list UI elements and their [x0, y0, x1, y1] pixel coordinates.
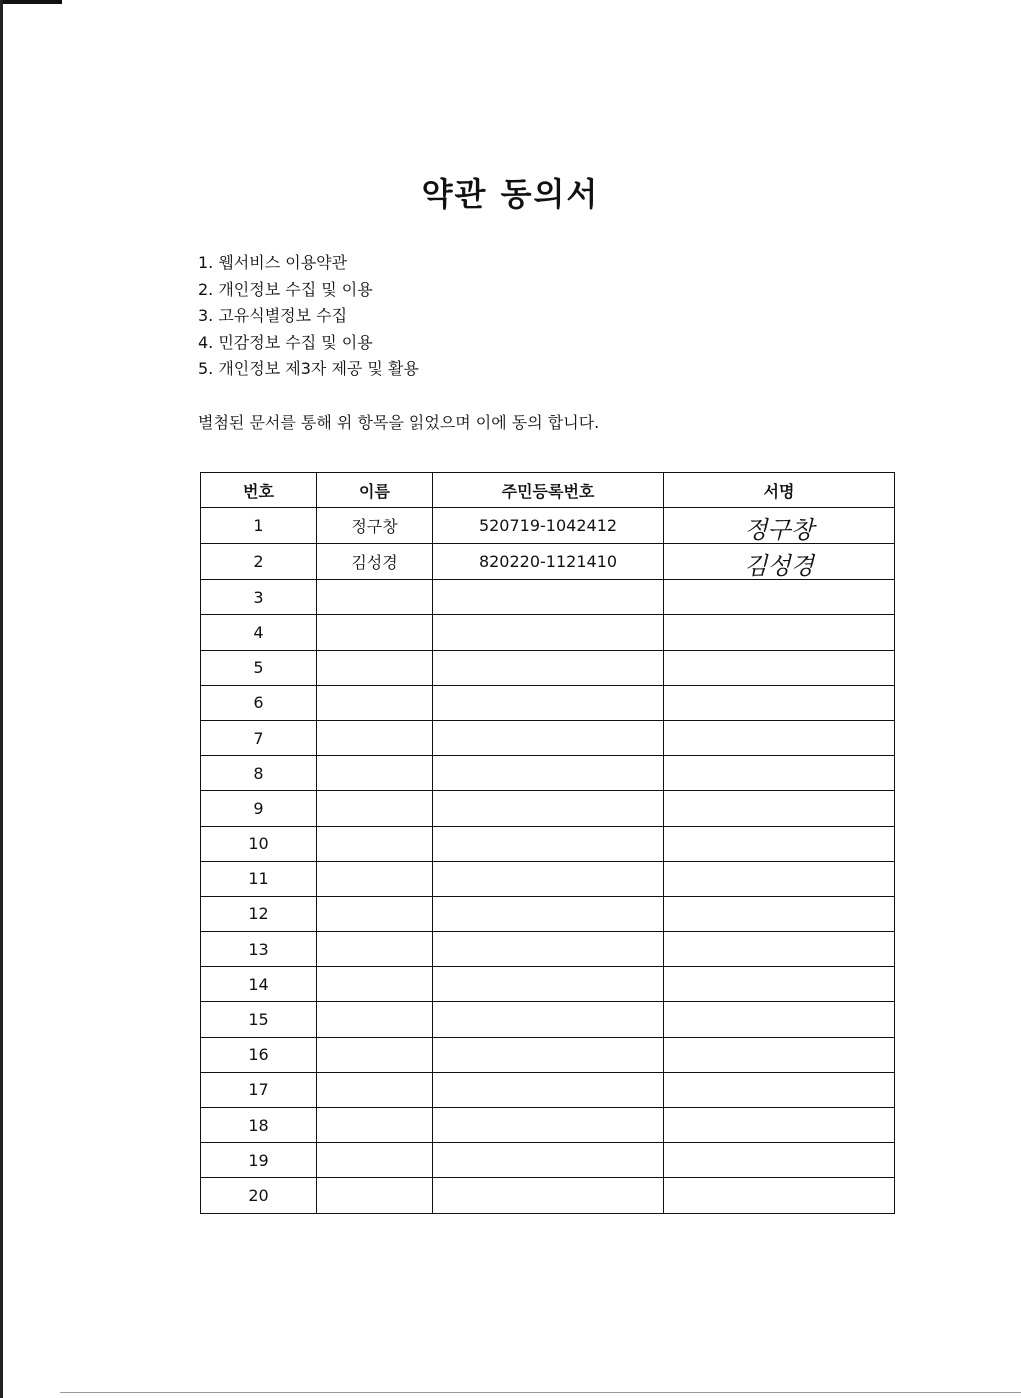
header-number: 번호	[201, 473, 317, 508]
row-resident-number-cell	[433, 826, 664, 861]
row-number-cell: 18	[201, 1108, 317, 1143]
row-resident-number-cell	[433, 685, 664, 720]
table-row	[201, 967, 895, 1002]
row-signature-cell	[664, 720, 895, 755]
row-number-cell: 17	[201, 1072, 317, 1107]
row-number-cell: 9	[201, 791, 317, 826]
row-resident-number-cell	[433, 580, 664, 615]
row-resident-number-cell	[433, 932, 664, 967]
row-resident-number-cell	[433, 896, 664, 931]
terms-item: 2. 개인정보 수집 및 이용	[198, 279, 373, 299]
row-resident-number-cell	[433, 1178, 664, 1213]
row-number-cell: 7	[201, 720, 317, 755]
header-signature: 서명	[664, 473, 895, 508]
terms-item: 4. 민감정보 수집 및 이용	[198, 332, 373, 352]
row-signature-cell	[664, 1072, 895, 1107]
table-row	[201, 720, 895, 755]
row-signature-cell	[664, 1108, 895, 1143]
row-number-cell: 19	[201, 1143, 317, 1178]
row-resident-number-cell	[433, 720, 664, 755]
page-title: 약관 동의서	[421, 175, 600, 214]
row-resident-number-cell: 520719-1042412	[433, 508, 664, 544]
row-resident-number-cell	[433, 615, 664, 650]
row-name-cell	[317, 932, 433, 967]
table-row	[201, 508, 895, 544]
row-name-cell	[317, 861, 433, 896]
row-signature-cell	[664, 1002, 895, 1037]
row-signature-cell	[664, 685, 895, 720]
row-name-cell	[317, 826, 433, 861]
row-signature-cell	[664, 791, 895, 826]
row-name-cell	[317, 1002, 433, 1037]
row-number-cell: 3	[201, 580, 317, 615]
row-signature-cell	[664, 508, 895, 544]
row-signature-cell	[664, 1143, 895, 1178]
row-signature-cell	[664, 1037, 895, 1072]
row-number-cell: 12	[201, 896, 317, 931]
consent-statement: 별첨된 문서를 통해 위 항목을 읽었으며 이에 동의 합니다.	[198, 413, 600, 432]
table-row	[201, 1178, 895, 1213]
table-row	[201, 1143, 895, 1178]
table-row	[201, 861, 895, 896]
row-signature-cell	[664, 756, 895, 791]
row-name-cell	[317, 756, 433, 791]
table-row	[201, 1108, 895, 1143]
row-signature-cell	[664, 580, 895, 615]
row-number-cell: 14	[201, 967, 317, 1002]
row-resident-number-cell	[433, 967, 664, 1002]
scan-bottom-edge	[60, 1392, 1021, 1393]
table-row	[201, 1002, 895, 1037]
consent-table	[200, 472, 895, 1214]
table-row	[201, 580, 895, 615]
row-name-cell	[317, 650, 433, 685]
row-resident-number-cell: 820220-1121410	[433, 544, 664, 580]
row-name-cell	[317, 896, 433, 931]
terms-item: 3. 고유식별정보 수집	[198, 306, 348, 325]
table-row	[201, 650, 895, 685]
row-resident-number-cell	[433, 756, 664, 791]
row-name-cell	[317, 1178, 433, 1213]
row-number-cell: 4	[201, 615, 317, 650]
row-name-cell	[317, 1143, 433, 1178]
row-signature-cell	[664, 615, 895, 650]
row-signature-cell	[664, 932, 895, 967]
row-signature-cell	[664, 826, 895, 861]
row-name-cell	[317, 580, 433, 615]
row-signature-cell	[664, 967, 895, 1002]
terms-list	[198, 250, 419, 383]
table-body	[201, 508, 895, 1213]
table-row	[201, 1072, 895, 1107]
row-signature-cell	[664, 1178, 895, 1213]
row-name-cell	[317, 967, 433, 1002]
row-resident-number-cell	[433, 861, 664, 896]
handwritten-signature: 김성경	[744, 552, 814, 580]
row-resident-number-cell	[433, 1037, 664, 1072]
table-row	[201, 826, 895, 861]
row-name-cell: 정구창	[317, 508, 433, 544]
row-number-cell: 8	[201, 756, 317, 791]
row-name-cell	[317, 720, 433, 755]
row-name-cell	[317, 791, 433, 826]
header-resident-number: 주민등록번호	[433, 473, 664, 508]
table-row	[201, 896, 895, 931]
row-resident-number-cell	[433, 1072, 664, 1107]
handwritten-signature: 정구창	[744, 516, 814, 544]
row-resident-number-cell	[433, 1143, 664, 1178]
row-name-cell	[317, 1108, 433, 1143]
row-number-cell: 13	[201, 932, 317, 967]
row-resident-number-cell	[433, 791, 664, 826]
table-row	[201, 791, 895, 826]
header-name: 이름	[317, 473, 433, 508]
row-number-cell: 5	[201, 650, 317, 685]
table-row	[201, 1037, 895, 1072]
row-number-cell: 10	[201, 826, 317, 861]
row-number-cell: 20	[201, 1178, 317, 1213]
table-row	[201, 544, 895, 580]
row-number-cell: 6	[201, 685, 317, 720]
table-row	[201, 615, 895, 650]
row-name-cell	[317, 1037, 433, 1072]
row-resident-number-cell	[433, 1002, 664, 1037]
row-number-cell: 1	[201, 508, 317, 544]
table-row	[201, 756, 895, 791]
row-resident-number-cell	[433, 650, 664, 685]
row-name-cell	[317, 615, 433, 650]
row-name-cell: 김성경	[317, 544, 433, 580]
row-signature-cell	[664, 896, 895, 931]
row-name-cell	[317, 1072, 433, 1107]
row-resident-number-cell	[433, 1108, 664, 1143]
row-number-cell: 16	[201, 1037, 317, 1072]
table-row	[201, 685, 895, 720]
row-number-cell: 15	[201, 1002, 317, 1037]
table-header-row	[201, 473, 895, 508]
row-number-cell: 11	[201, 861, 317, 896]
row-name-cell	[317, 685, 433, 720]
row-signature-cell	[664, 861, 895, 896]
row-number-cell: 2	[201, 544, 317, 580]
row-signature-cell	[664, 544, 895, 580]
row-signature-cell	[664, 650, 895, 685]
terms-item: 5. 개인정보 제3자 제공 및 활용	[198, 359, 419, 378]
table-row	[201, 932, 895, 967]
terms-item: 1. 웹서비스 이용약관	[198, 253, 348, 272]
scan-corner-mark	[0, 0, 62, 4]
